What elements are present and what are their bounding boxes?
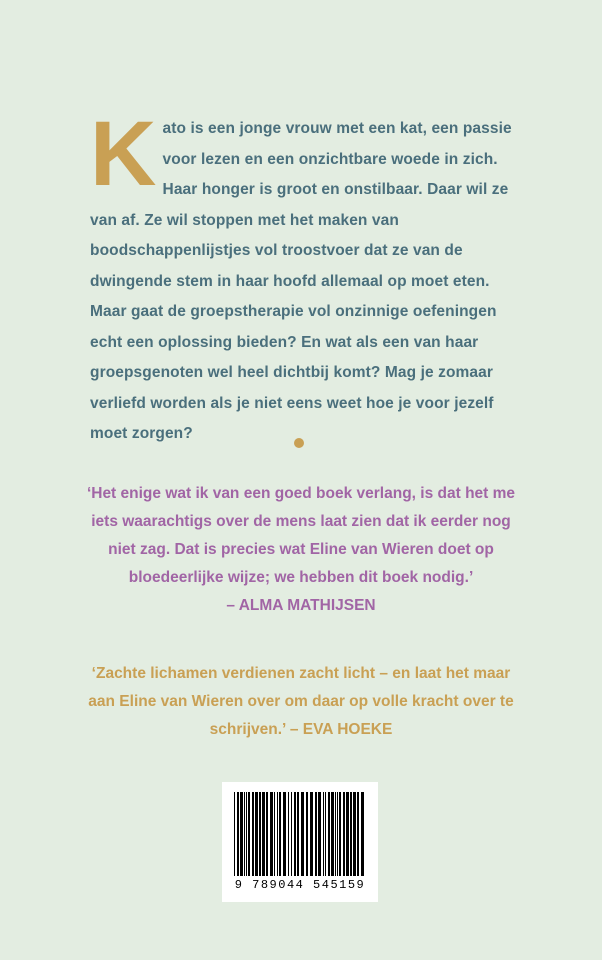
blurb — [90, 103, 520, 450]
barcode-bar — [246, 792, 247, 876]
barcode-bar — [279, 792, 281, 876]
barcode-bars — [234, 792, 366, 876]
quote-alma — [80, 480, 522, 620]
barcode-bar — [335, 792, 336, 876]
quote-alma-text: ‘Het enige wat ik van een goed boek verlang, is dat het me iets waarachtigs over de mens laat zien dat ik eerder nog niet zag. Dat is precies wat Eline van Wieren doet op bloedeerlijke wijze; we hebben dit boek nodig.’ — [86, 485, 516, 586]
blurb-text: ato is een jonge vrouw met een kat, een passie voor lezen en een onzichtbare woede in zich. Haar honger is groot en onstilbaar. Daar wil ze van af. Ze wil stoppen met het maken van boodschappenlijstjes vol troostvoer dat ze van de dwingende stem in haar hoofd allemaal op moet eten. Maar gaat de groepstherapie vol onzinnige oefeningen echt een oplossing bieden? En wat als een van haar groepsgenoten wel heel dichtbij komt? Mag je zomaar verliefd worden als je niet eens weet hoe je voor jezelf moet zorgen? — [90, 120, 512, 442]
quote-alma-attribution: – ALMA MATHIJSEN — [226, 597, 376, 614]
barcode-bar — [331, 792, 334, 876]
barcode-bar — [297, 792, 299, 876]
barcode-bar — [294, 792, 296, 876]
dropcap: K — [90, 103, 157, 205]
barcode — [222, 782, 378, 902]
quote-eva — [80, 660, 522, 744]
barcode-bar — [323, 792, 324, 876]
barcode-bar — [248, 792, 250, 876]
barcode-bar — [283, 792, 286, 876]
barcode-bar — [343, 792, 345, 876]
barcode-bar — [234, 792, 235, 876]
barcode-bar — [361, 792, 364, 876]
isbn-number: 9 789044 545159 — [234, 878, 366, 892]
barcode-bar — [255, 792, 258, 876]
barcode-bar — [318, 792, 321, 876]
barcode-bar — [350, 792, 352, 876]
barcode-bar — [353, 792, 356, 876]
barcode-bar — [240, 792, 243, 876]
barcode-bar — [306, 792, 308, 876]
barcode-bar — [252, 792, 254, 876]
barcode-bar — [266, 792, 268, 876]
barcode-bar — [357, 792, 359, 876]
barcode-bar — [337, 792, 338, 876]
barcode-bar — [259, 792, 261, 876]
barcode-bar — [328, 792, 330, 876]
barcode-bar — [244, 792, 245, 876]
quote-eva-text: ‘Zachte lichamen verdienen zacht licht – en laat het maar aan Eline van Wieren over om daar op volle kracht over te schrijven.’ — [88, 665, 514, 738]
quote-eva-attribution: – EVA HOEKE — [289, 721, 393, 738]
barcode-bar — [315, 792, 317, 876]
barcode-bar — [288, 792, 289, 876]
barcode-bar — [277, 792, 278, 876]
barcode-bar — [270, 792, 273, 876]
barcode-bar — [262, 792, 265, 876]
barcode-bar — [325, 792, 326, 876]
separator-dot — [294, 438, 304, 448]
barcode-bar — [310, 792, 313, 876]
barcode-bar — [237, 792, 239, 876]
barcode-bar — [274, 792, 275, 876]
barcode-bar — [301, 792, 304, 876]
barcode-bar — [346, 792, 349, 876]
barcode-bar — [339, 792, 341, 876]
barcode-bar — [291, 792, 292, 876]
